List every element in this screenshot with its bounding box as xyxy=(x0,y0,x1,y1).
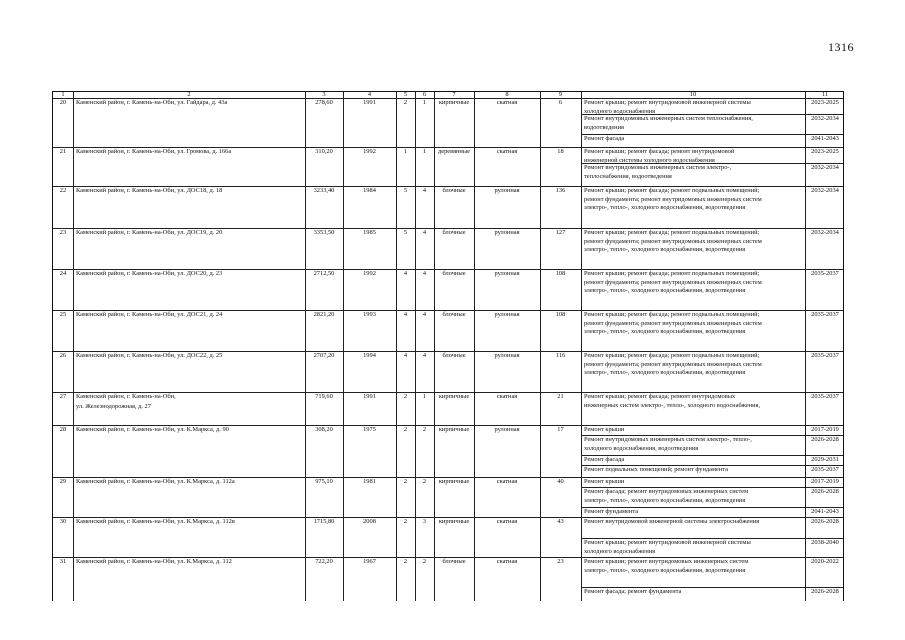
work-period: 2032-2034 xyxy=(811,115,839,122)
row-number: 30 xyxy=(59,518,67,525)
address-line: Каменский район, г. Камень-на-Оби, ул. К.Маркса, д. 90 xyxy=(76,426,229,433)
work-period: 2035-2037 xyxy=(811,270,839,277)
work-period: 2032-2034 xyxy=(811,164,839,171)
wall-material: блочные xyxy=(442,187,466,194)
work-description: Ремонт фасада; ремонт фундамента xyxy=(584,588,682,595)
row-number: 27 xyxy=(59,393,67,400)
column-header-1: 1 xyxy=(61,91,65,98)
roof-type: рулонная xyxy=(494,270,520,277)
work-description: Ремонт крыши; ремонт внутридомовых инженерных систем xyxy=(584,558,749,565)
year: 1984 xyxy=(363,187,376,194)
work-period: 2029-2031 xyxy=(811,456,839,463)
residents: 18 xyxy=(557,148,564,155)
year: 1967 xyxy=(363,558,376,565)
roof-type: скатная xyxy=(496,478,518,485)
roof-type: рулонная xyxy=(494,229,520,236)
work-description: Ремонт крыши; ремонт фасада; ремонт внутридомовых xyxy=(584,393,736,400)
work-description: электро-, тепло-, холодного водоснабжения, водоотведения xyxy=(584,287,746,294)
work-period: 2032-2034 xyxy=(811,229,839,236)
residents: 108 xyxy=(555,270,566,277)
floors: 5 xyxy=(403,187,408,194)
work-period: 2038-2040 xyxy=(811,539,839,546)
work-period: 2017-2019 xyxy=(811,478,839,485)
column-header-8: 8 xyxy=(505,91,509,98)
row-number: 26 xyxy=(59,352,67,359)
wall-material: кирпичные xyxy=(438,478,470,485)
work-description: ремонт фундамента; ремонт внутридомовых инженерных систем xyxy=(584,195,762,203)
address-line: Каменский район, г. Камень-на-Оби, ул. ДОС18, д. 18 xyxy=(76,187,223,194)
work-description: Ремонт крыши xyxy=(584,426,625,433)
work-description: холодного водоснабжения, водоотведения xyxy=(584,444,699,452)
work-description: Ремонт фасада xyxy=(584,456,625,463)
floors: 2 xyxy=(403,99,408,106)
row-number: 23 xyxy=(59,229,67,236)
work-description: Ремонт внутридомовой инженерной системы электроснабжения xyxy=(584,518,760,525)
column-header-11: 11 xyxy=(821,91,829,98)
work-description: холодного водоснабжения xyxy=(584,107,656,115)
area: 1715,80 xyxy=(313,518,335,525)
area: 3233,40 xyxy=(313,187,335,194)
column-header-2: 2 xyxy=(187,91,191,98)
wall-material: блочные xyxy=(442,229,466,236)
entrances: 4 xyxy=(422,187,427,194)
work-description: инженерной системы холодного водоснабжения xyxy=(584,156,715,164)
year: 2008 xyxy=(363,518,376,525)
row-number: 28 xyxy=(59,426,67,433)
floors: 2 xyxy=(403,478,408,485)
area: 722,20 xyxy=(315,558,333,565)
residents: 127 xyxy=(555,229,566,236)
work-period: 2035-2037 xyxy=(811,352,839,359)
roof-type: скатная xyxy=(496,99,518,106)
column-header-9: 9 xyxy=(558,91,563,98)
year: 1985 xyxy=(363,229,376,236)
work-description: ремонт фундамента; ремонт внутридомовых инженерных систем xyxy=(584,360,762,368)
work-description: Ремонт подвальных помещений; ремонт фундамента xyxy=(584,466,729,473)
year: 1994 xyxy=(363,352,376,359)
work-period: 2026-2028 xyxy=(811,488,839,495)
work-period: 2041-2043 xyxy=(811,508,839,515)
work-description: Ремонт крыши; ремонт фасада; ремонт подвальных помещений; xyxy=(584,352,760,359)
roof-type: рулонная xyxy=(494,352,520,359)
entrances: 4 xyxy=(422,352,427,359)
entrances: 4 xyxy=(422,229,427,236)
work-period: 2026-2028 xyxy=(811,588,839,595)
work-description: ремонт фундамента; ремонт внутридомовых инженерных систем xyxy=(584,278,762,286)
floors: 4 xyxy=(403,311,408,318)
floors: 4 xyxy=(403,270,408,277)
work-description: холодного водоснабжения xyxy=(584,547,656,555)
entrances: 4 xyxy=(422,311,427,318)
work-description: Ремонт крыши; ремонт фасада; ремонт подвальных помещений; xyxy=(584,229,760,236)
area: 2712,50 xyxy=(313,270,335,277)
roof-type: скатная xyxy=(496,148,518,155)
column-header-10: 10 xyxy=(689,91,697,98)
wall-material: блочные xyxy=(442,311,466,318)
area: 278,60 xyxy=(315,99,333,106)
work-description: Ремонт фундамента xyxy=(584,508,639,515)
area: 3353,50 xyxy=(313,229,335,236)
residents: 40 xyxy=(557,478,564,485)
address-line: Каменский район, г. Камень-на-Оби, ул. К.Маркса, д. 112а xyxy=(76,478,235,485)
work-description: Ремонт фасада; ремонт внутридомовых инженерных систем xyxy=(584,488,749,495)
entrances: 1 xyxy=(422,393,427,400)
column-header-6: 6 xyxy=(422,91,427,98)
floors: 2 xyxy=(403,558,408,565)
address-line: Каменский район, г. Камень-на-Оби, ул. Громова, д. 166а xyxy=(76,148,232,155)
residents: 21 xyxy=(557,393,564,400)
work-description: Ремонт внутридомовых инженерных систем теплоснабжения, xyxy=(584,115,753,122)
address-line: ул. Железнодорожная, д. 27 xyxy=(76,403,151,410)
entrances: 4 xyxy=(422,270,427,277)
address-line: Каменский район, г. Камень-на-Оби, xyxy=(76,393,176,400)
roof-type: рулонная xyxy=(494,311,520,318)
column-header-5: 5 xyxy=(403,91,408,98)
row-number: 25 xyxy=(59,311,67,318)
area: 310,20 xyxy=(315,148,333,155)
area: 719,60 xyxy=(315,393,333,400)
year: 1992 xyxy=(363,148,376,155)
roof-type: рулонная xyxy=(494,187,520,194)
address-line: Каменский район, г. Камень-на-Оби, ул. ДОС20, д. 23 xyxy=(76,270,223,277)
work-description: инженерных систем электро-, тепло-, холодного водоснабжения, xyxy=(584,401,761,409)
roof-type: рулонная xyxy=(494,426,520,433)
work-period: 2032-2034 xyxy=(811,187,839,194)
residents: 6 xyxy=(558,99,563,106)
address-line: Каменский район, г. Камень-на-Оби, ул. К.Маркса, д. 112 xyxy=(76,558,232,565)
column-header-3: 3 xyxy=(322,91,326,98)
wall-material: деревянные xyxy=(438,148,470,155)
year: 1991 xyxy=(363,99,376,106)
residents: 17 xyxy=(557,426,564,433)
roof-type: скатная xyxy=(496,558,518,565)
wall-material: кирпичные xyxy=(438,518,470,525)
row-number: 31 xyxy=(59,558,67,565)
work-description: электро-, тепло-, холодного водоснабжения, водоотведения xyxy=(584,496,746,504)
residents: 43 xyxy=(557,518,564,525)
repair-schedule-table xyxy=(52,91,844,601)
work-period: 2041-2043 xyxy=(811,135,839,142)
row-number: 22 xyxy=(59,187,67,194)
work-description: ремонт фундамента; ремонт внутридомовых инженерных систем xyxy=(584,319,762,327)
wall-material: блочные xyxy=(442,352,466,359)
work-description: электро-, тепло-, холодного водоснабжения, водоотведения xyxy=(584,328,746,335)
wall-material: кирпичные xyxy=(438,426,470,433)
floors: 2 xyxy=(403,518,408,525)
work-description: Ремонт крыши; ремонт фасада; ремонт подвальных помещений; xyxy=(584,270,760,277)
work-period: 2023-2025 xyxy=(811,148,839,155)
residents: 116 xyxy=(555,352,566,359)
residents: 136 xyxy=(555,187,566,194)
entrances: 1 xyxy=(422,148,427,155)
work-period: 2023-2025 xyxy=(811,99,839,106)
work-period: 2035-2037 xyxy=(811,311,839,318)
column-header-7: 7 xyxy=(452,91,456,98)
work-description: Ремонт фасада xyxy=(584,135,625,142)
address-line: Каменский район, г. Камень-на-Оби, ул. К.Маркса, д. 112в xyxy=(76,518,235,525)
residents: 23 xyxy=(557,558,564,565)
row-number: 21 xyxy=(59,148,67,155)
address-line: Каменский район, г. Камень-на-Оби, ул. ДОС21, д. 24 xyxy=(76,311,223,318)
work-description: электро-, тепло-, холодного водоснабжения, водоотведения xyxy=(584,204,746,211)
area: 975,10 xyxy=(315,478,333,485)
year: 1993 xyxy=(363,311,376,318)
entrances: 2 xyxy=(422,426,427,433)
work-description: Ремонт крыши; ремонт внутридомовой инженерной системы xyxy=(584,539,751,546)
entrances: 2 xyxy=(422,558,427,565)
work-description: электро-, тепло-, холодного водоснабжения, водоотведения xyxy=(584,246,746,253)
floors: 1 xyxy=(403,148,408,155)
work-description: Ремонт крыши; ремонт фасада; ремонт подвальных помещений; xyxy=(584,311,760,318)
work-description: водоотведения xyxy=(584,123,624,131)
column-rule xyxy=(581,92,582,601)
year: 1992 xyxy=(363,270,376,277)
work-period: 2035-2037 xyxy=(811,393,839,400)
year: 1975 xyxy=(363,426,376,433)
area: 2821,20 xyxy=(313,311,335,318)
work-description: Ремонт крыши; ремонт внутридомовой инженерной системы xyxy=(584,99,751,106)
work-period: 2020-2022 xyxy=(811,558,839,565)
work-description: теплоснабжения, водоотведения xyxy=(584,172,672,180)
row-number: 24 xyxy=(59,270,67,277)
residents: 108 xyxy=(555,311,566,318)
work-period: 2026-2028 xyxy=(811,436,839,443)
roof-type: скатная xyxy=(496,518,518,525)
column-header-4: 4 xyxy=(367,91,372,98)
work-period: 2035-2037 xyxy=(811,466,839,473)
wall-material: кирпичные xyxy=(438,393,470,400)
work-description: Ремонт внутридомовых инженерных систем электро-, xyxy=(584,164,732,171)
work-description: Ремонт внутридомовых инженерных систем электро-, тепло-, xyxy=(584,436,752,443)
entrances: 1 xyxy=(422,99,427,106)
wall-material: блочные xyxy=(442,558,466,565)
work-description: Ремонт крыши xyxy=(584,478,625,485)
floors: 4 xyxy=(403,352,408,359)
address-line: Каменский район, г. Камень-на-Оби, ул. ДОС19, д. 20 xyxy=(76,229,223,236)
entrances: 3 xyxy=(422,518,427,525)
wall-material: кирпичные xyxy=(438,99,470,106)
entrances: 2 xyxy=(422,478,427,485)
page-number: 1316 xyxy=(828,40,854,54)
roof-type: скатная xyxy=(496,393,518,400)
floors: 2 xyxy=(403,426,408,433)
row-number: 20 xyxy=(59,99,67,106)
area: 308,20 xyxy=(315,426,333,433)
work-description: электро-, тепло-, холодного водоснабжения, водоотведения xyxy=(584,566,746,574)
work-description: Ремонт крыши; ремонт фасада; ремонт подвальных помещений; xyxy=(584,187,760,194)
work-description: Ремонт крыши; ремонт фасада; ремонт внутридомовой xyxy=(584,148,735,155)
work-description: электро-, тепло-, холодного водоснабжения, водоотведения xyxy=(584,369,746,376)
wall-material: блочные xyxy=(442,270,466,277)
work-period: 2026-2028 xyxy=(811,518,839,525)
year: 1981 xyxy=(363,478,376,485)
address-line: Каменский район, г. Камень-на-Оби, ул. Гайдара, д. 43а xyxy=(76,99,228,106)
floors: 5 xyxy=(403,229,408,236)
address-line: Каменский район, г. Камень-на-Оби, ул. ДОС22, д. 25 xyxy=(76,352,223,359)
work-period: 2017-2019 xyxy=(811,426,839,433)
column-rule xyxy=(73,92,74,601)
row-number: 29 xyxy=(59,478,67,485)
floors: 2 xyxy=(403,393,408,400)
area: 2707,20 xyxy=(313,352,335,359)
work-description: ремонт фундамента; ремонт внутридомовых инженерных систем xyxy=(584,237,762,245)
year: 1991 xyxy=(363,393,376,400)
